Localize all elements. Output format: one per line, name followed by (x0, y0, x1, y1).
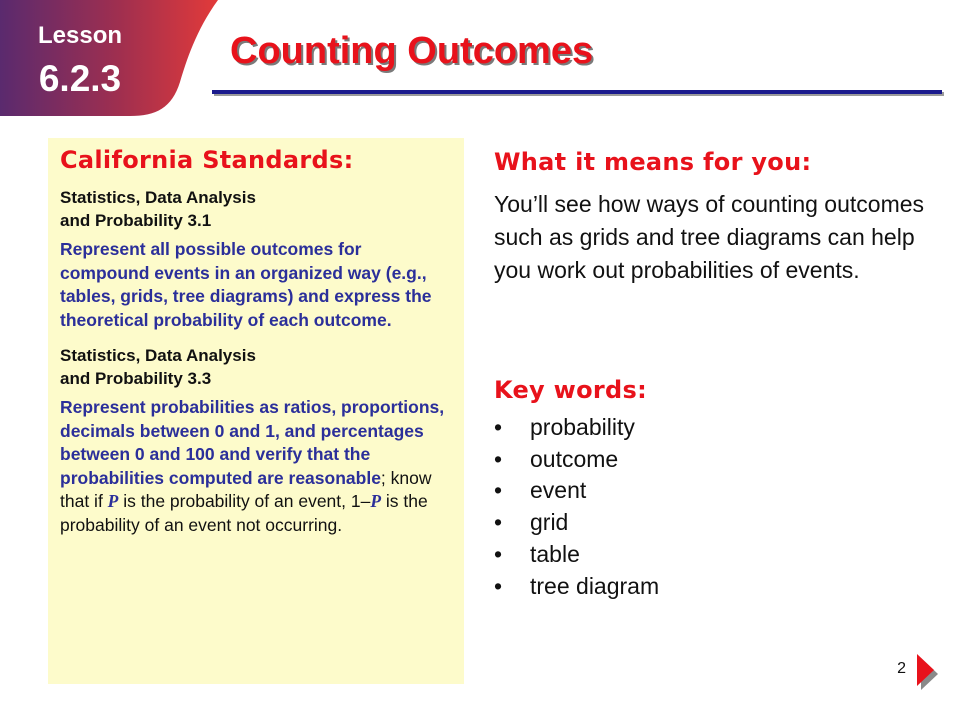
standard-reference-2 (60, 344, 454, 390)
standard-description-2 (60, 396, 454, 537)
key-word-item: • table (494, 539, 924, 571)
variable-p-2: P (370, 491, 382, 511)
standard-reference-2-line2: and Probability 3.3 (60, 369, 212, 388)
key-word-item: • grid (494, 507, 924, 539)
what-it-means-body: You’ll see how ways of counting outcomes such as grids and tree diagrams can help you work out probabilities of events. (494, 191, 925, 283)
key-word-item: • outcome (494, 444, 924, 476)
standard-reference-1 (60, 186, 454, 232)
standards-heading: California Standards: (60, 146, 354, 174)
variable-p-1: P (107, 491, 119, 511)
lesson-label: Lesson (37, 22, 123, 49)
standard-reference-2-line1: Statistics, Data Analysis (60, 346, 256, 365)
standard-description-2-plain-2: is the probability of an event, 1– (118, 491, 371, 511)
lesson-number: 6.2.3 (38, 58, 122, 99)
standard-description-2-plain-1: ; know that if (60, 467, 432, 511)
key-word-item: • probability (494, 412, 924, 444)
standards-panel (48, 138, 464, 684)
standard-reference-1-line1: Statistics, Data Analysis (60, 188, 256, 207)
standard-description-2-plain-3: is the probability of an event not occurring. (60, 491, 428, 535)
key-words-section (494, 376, 924, 602)
key-words-heading: Key words: (494, 376, 648, 404)
page-number: 2 (897, 660, 906, 677)
what-it-means-section (494, 148, 924, 287)
next-arrow-icon[interactable] (914, 654, 938, 690)
key-words-list (494, 412, 924, 602)
standard-description-1: Represent all possible outcomes for compound events in an organized way (e.g., tables, grids, tree diagrams) and express the theoretical probability of each outcome. (60, 239, 432, 330)
page-title: Counting Outcomes (230, 30, 594, 72)
key-word-item: • tree diagram (494, 571, 924, 603)
standard-description-2-bold: Represent probabilities as ratios, proportions, decimals between 0 and 1, and percentages between 0 and 100 and verify that the probabilities computed are reasonable (60, 397, 445, 488)
key-word-item: • event (494, 475, 924, 507)
lesson-tab (0, 0, 220, 120)
title-underline (212, 90, 942, 94)
standard-reference-1-line2: and Probability 3.1 (60, 211, 212, 230)
what-it-means-heading: What it means for you: (494, 148, 812, 176)
